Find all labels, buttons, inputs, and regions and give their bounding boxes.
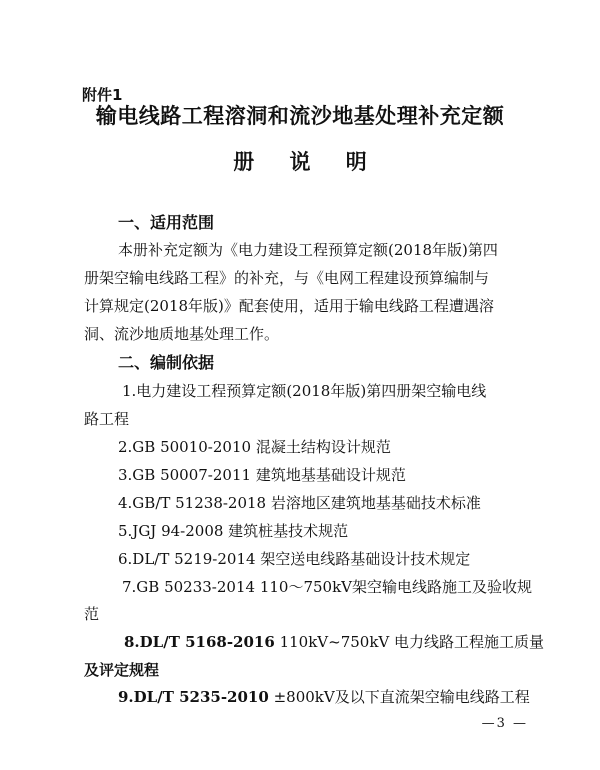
section-2-heading: 二、编制依据	[118, 353, 215, 372]
reference-item-1: 1.电力建设工程预算定额(2018年版)第四册架空输电线	[122, 382, 487, 400]
section-1-heading: 一、适用范围	[118, 213, 215, 232]
reference-item-8-cont: 及评定规程	[84, 661, 160, 679]
reference-item-8-text: 110kV~750kV 电力线路工程施工质量	[274, 633, 545, 651]
section-1-line: 计算规定(2018年版)》配套使用，适用于输电线路工程遭遇溶	[84, 297, 494, 315]
reference-item-5: 5.JGJ 94-2008 建筑桩基技术规范	[118, 522, 349, 540]
reference-item-7-cont: 范	[84, 605, 100, 623]
attachment-label: 附件1	[82, 86, 123, 104]
reference-item-2: 2.GB 50010-2010 混凝土结构设计规范	[118, 438, 391, 456]
section-1-line: 本册补充定额为《电力建设工程预算定额(2018年版)第四	[118, 241, 498, 259]
document-title: 输电线路工程溶洞和流沙地基处理补充定额	[95, 103, 505, 128]
reference-item-9-code: 9.DL/T 5235-2010	[118, 688, 269, 706]
page-number: —3 —	[481, 716, 528, 731]
section-1-line: 册架空输电线路工程》的补充，与《电网工程建设预算编制与	[84, 269, 490, 287]
reference-item-9	[118, 686, 530, 707]
reference-item-7: 7.GB 50233-2014 110～750kV架空输电线路施工及验收规	[122, 578, 532, 596]
section-1-line: 洞、流沙地质地基处理工作。	[84, 325, 280, 343]
reference-item-8	[124, 631, 544, 652]
reference-item-3: 3.GB 50007-2011 建筑地基基础设计规范	[118, 466, 406, 484]
reference-item-8-code: 8.DL/T 5168-2016	[124, 633, 275, 651]
reference-item-1-cont: 路工程	[84, 410, 130, 428]
reference-item-9-text: ±800kV及以下直流架空输电线路工程	[268, 688, 530, 706]
reference-item-6: 6.DL/T 5219-2014 架空送电线路基础设计技术规定	[118, 550, 471, 568]
document-subtitle: 册 说 明	[233, 149, 381, 174]
reference-item-4: 4.GB/T 51238-2018 岩溶地区建筑地基基础技术标准	[118, 494, 481, 512]
